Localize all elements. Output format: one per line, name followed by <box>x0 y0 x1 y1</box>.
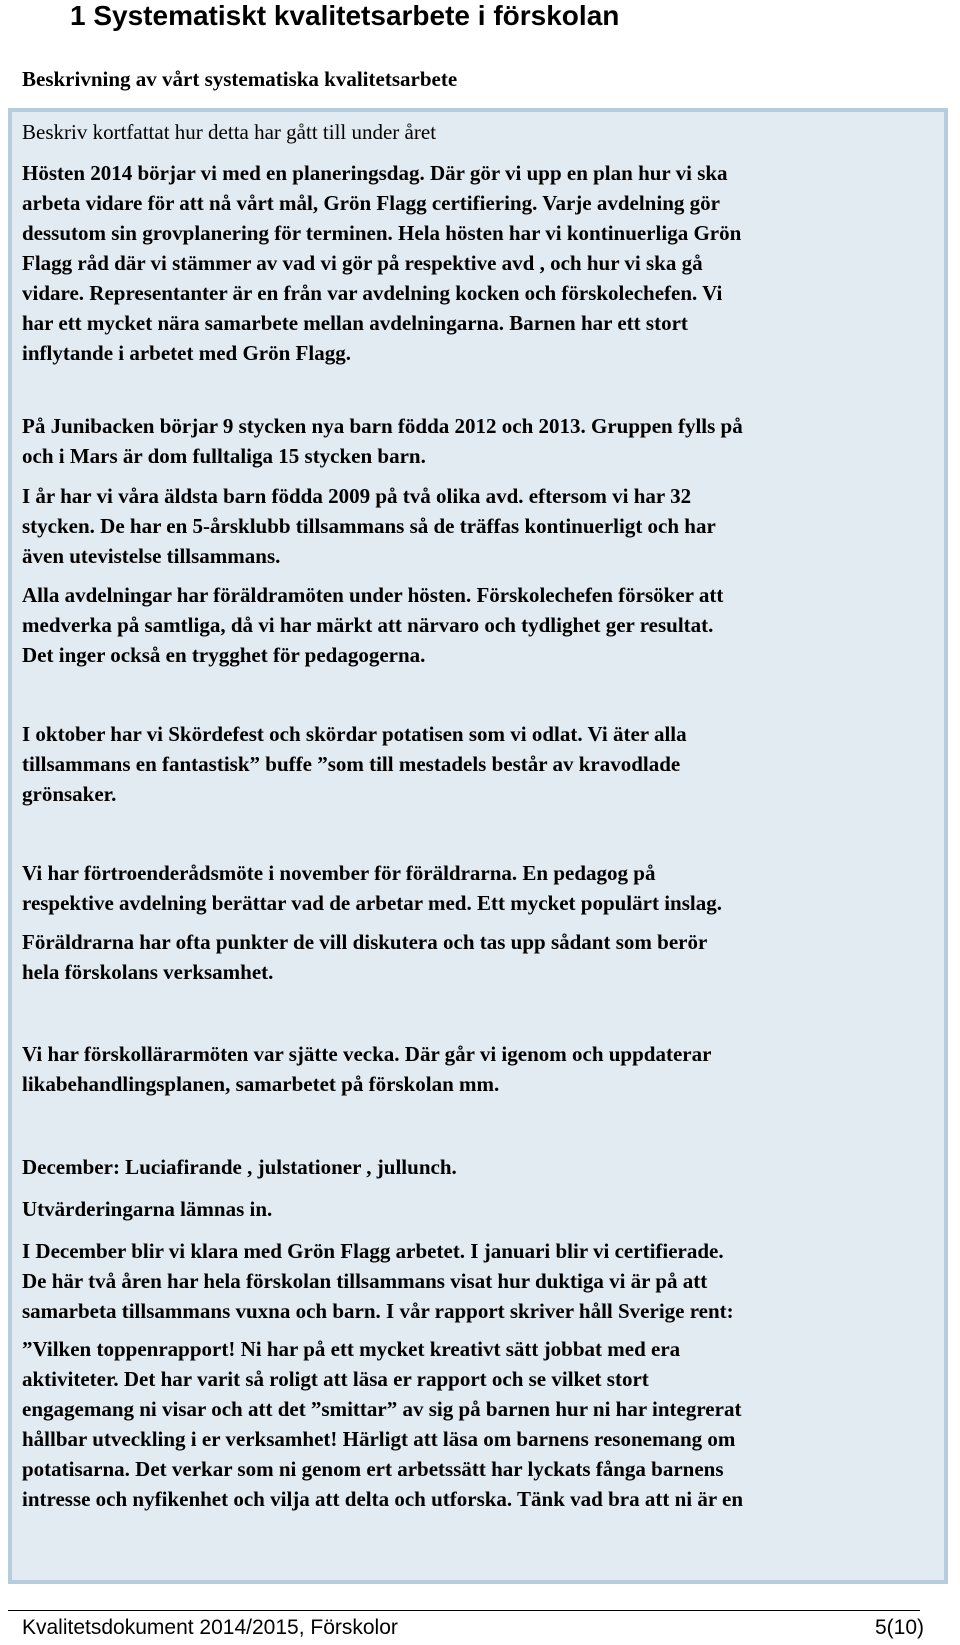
paragraph-line: Vi har förskollärarmöten var sjätte vecka. Där går vi igenom och uppdaterar <box>22 1042 712 1066</box>
paragraph-oldest-children <box>22 481 716 571</box>
paragraph-line: intresse och nyfikenhet och vilja att delta och utforska. Tänk vad bra att ni är en <box>22 1487 744 1511</box>
paragraph-line: Vi har förtroenderådsmöte i november för föräldrarna. En pedagog på <box>22 861 656 885</box>
paragraph-parent-meetings <box>22 580 723 670</box>
box-prompt: Beskriv kortfattat hur detta har gått till under året <box>22 120 437 144</box>
paragraph-report-quote <box>22 1334 743 1514</box>
paragraph-line: har ett mycket nära samarbete mellan avdelningarna. Barnen har ett stort <box>22 311 688 335</box>
footer-document-title: Kvalitetsdokument 2014/2015, Förskolor <box>22 1616 398 1639</box>
paragraph-line: Det inger också en trygghet för pedagogerna. <box>22 643 426 667</box>
paragraph-line: även utevistelse tillsammans. <box>22 544 281 568</box>
paragraph-line: samarbeta tillsammans vuxna och barn. I vår rapport skriver håll Sverige rent: <box>22 1299 734 1323</box>
paragraph-line: grönsaker. <box>22 782 117 806</box>
paragraph-line: arbeta vidare för att nå vårt mål, Grön Flagg certifiering. Varje avdelning gör <box>22 191 720 215</box>
paragraph-teacher-meetings <box>22 1039 711 1099</box>
paragraph-line: I December blir vi klara med Grön Flagg arbetet. I januari blir vi certifierade. <box>22 1239 724 1263</box>
paragraph-line: likabehandlingsplanen, samarbetet på förskolan mm. <box>22 1072 500 1096</box>
footer-divider <box>8 1610 920 1611</box>
paragraph-line: tillsammans en fantastisk” buffe ”som till mestadels består av kravodlade <box>22 752 681 776</box>
paragraph-line: Flagg råd där vi stämmer av vad vi gör på respektive avd , och hur vi ska gå <box>22 251 703 275</box>
paragraph-line: I oktober har vi Skördefest och skördar potatisen som vi odlat. Vi äter alla <box>22 722 687 746</box>
paragraph-line: och i Mars är dom fulltaliga 15 stycken barn. <box>22 444 426 468</box>
description-box <box>8 108 948 1584</box>
paragraph-december <box>22 1152 457 1182</box>
paragraph-line: inflytande i arbetet med Grön Flagg. <box>22 341 351 365</box>
paragraph-line: Föräldrarna har ofta punkter de vill diskutera och tas upp sådant som berör <box>22 930 708 954</box>
paragraph-line: respektive avdelning berättar vad de arbetar med. Ett mycket populärt inslag. <box>22 891 722 915</box>
paragraph-green-flag-done <box>22 1236 734 1326</box>
paragraph-trust-council <box>22 858 722 918</box>
subsection-heading: Beskrivning av vårt systematiska kvalitetsarbete <box>22 67 458 91</box>
paragraph-evaluations <box>22 1194 272 1224</box>
footer-page-number: 5(10) <box>874 1616 924 1639</box>
paragraph-line: De här två åren har hela förskolan tillsammans visat hur duktiga vi är på att <box>22 1269 708 1293</box>
paragraph-line: aktiviteter. Det har varit så roligt att läsa er rapport och se vilket stort <box>22 1367 649 1391</box>
paragraph-line: December: Luciafirande , julstationer , jullunch. <box>22 1155 457 1179</box>
paragraph-line: Utvärderingarna lämnas in. <box>22 1197 273 1221</box>
paragraph-line: vidare. Representanter är en från var avdelning kocken och förskolechefen. Vi <box>22 281 723 305</box>
paragraph-line: stycken. De har en 5-årsklubb tillsammans så de träffas kontinuerligt och har <box>22 514 716 538</box>
paragraph-line: engagemang ni visar och att det ”smittar” av sig på barnen hur ni har integrerat <box>22 1397 742 1421</box>
paragraph-parent-topics <box>22 927 707 987</box>
section-heading: 1 Systematiskt kvalitetsarbete i förskolan <box>70 0 620 31</box>
paragraph-line: hela förskolans verksamhet. <box>22 960 274 984</box>
paragraph-line: potatisarna. Det verkar som ni genom ert arbetssätt har lyckats fånga barnens <box>22 1457 724 1481</box>
paragraph-planning <box>22 158 741 368</box>
paragraph-line: medverka på samtliga, då vi har märkt att närvaro och tydlighet ger resultat. <box>22 613 714 637</box>
paragraph-line: hållbar utveckling i er verksamhet! Härligt att läsa om barnens resonemang om <box>22 1427 736 1451</box>
paragraph-line: Hösten 2014 börjar vi med en planeringsdag. Där gör vi upp en plan hur vi ska <box>22 161 728 185</box>
paragraph-line: I år har vi våra äldsta barn födda 2009 på två olika avd. eftersom vi har 32 <box>22 484 692 508</box>
paragraph-line: Alla avdelningar har föräldramöten under hösten. Förskolechefen försöker att <box>22 583 724 607</box>
paragraph-harvest-festival <box>22 719 687 809</box>
paragraph-junibacken <box>22 411 743 471</box>
paragraph-line: På Junibacken börjar 9 stycken nya barn födda 2012 och 2013. Gruppen fylls på <box>22 414 743 438</box>
paragraph-line: ”Vilken toppenrapport! Ni har på ett mycket kreativt sätt jobbat med era <box>22 1337 681 1361</box>
paragraph-line: dessutom sin grovplanering för terminen. Hela hösten har vi kontinuerliga Grön <box>22 221 742 245</box>
